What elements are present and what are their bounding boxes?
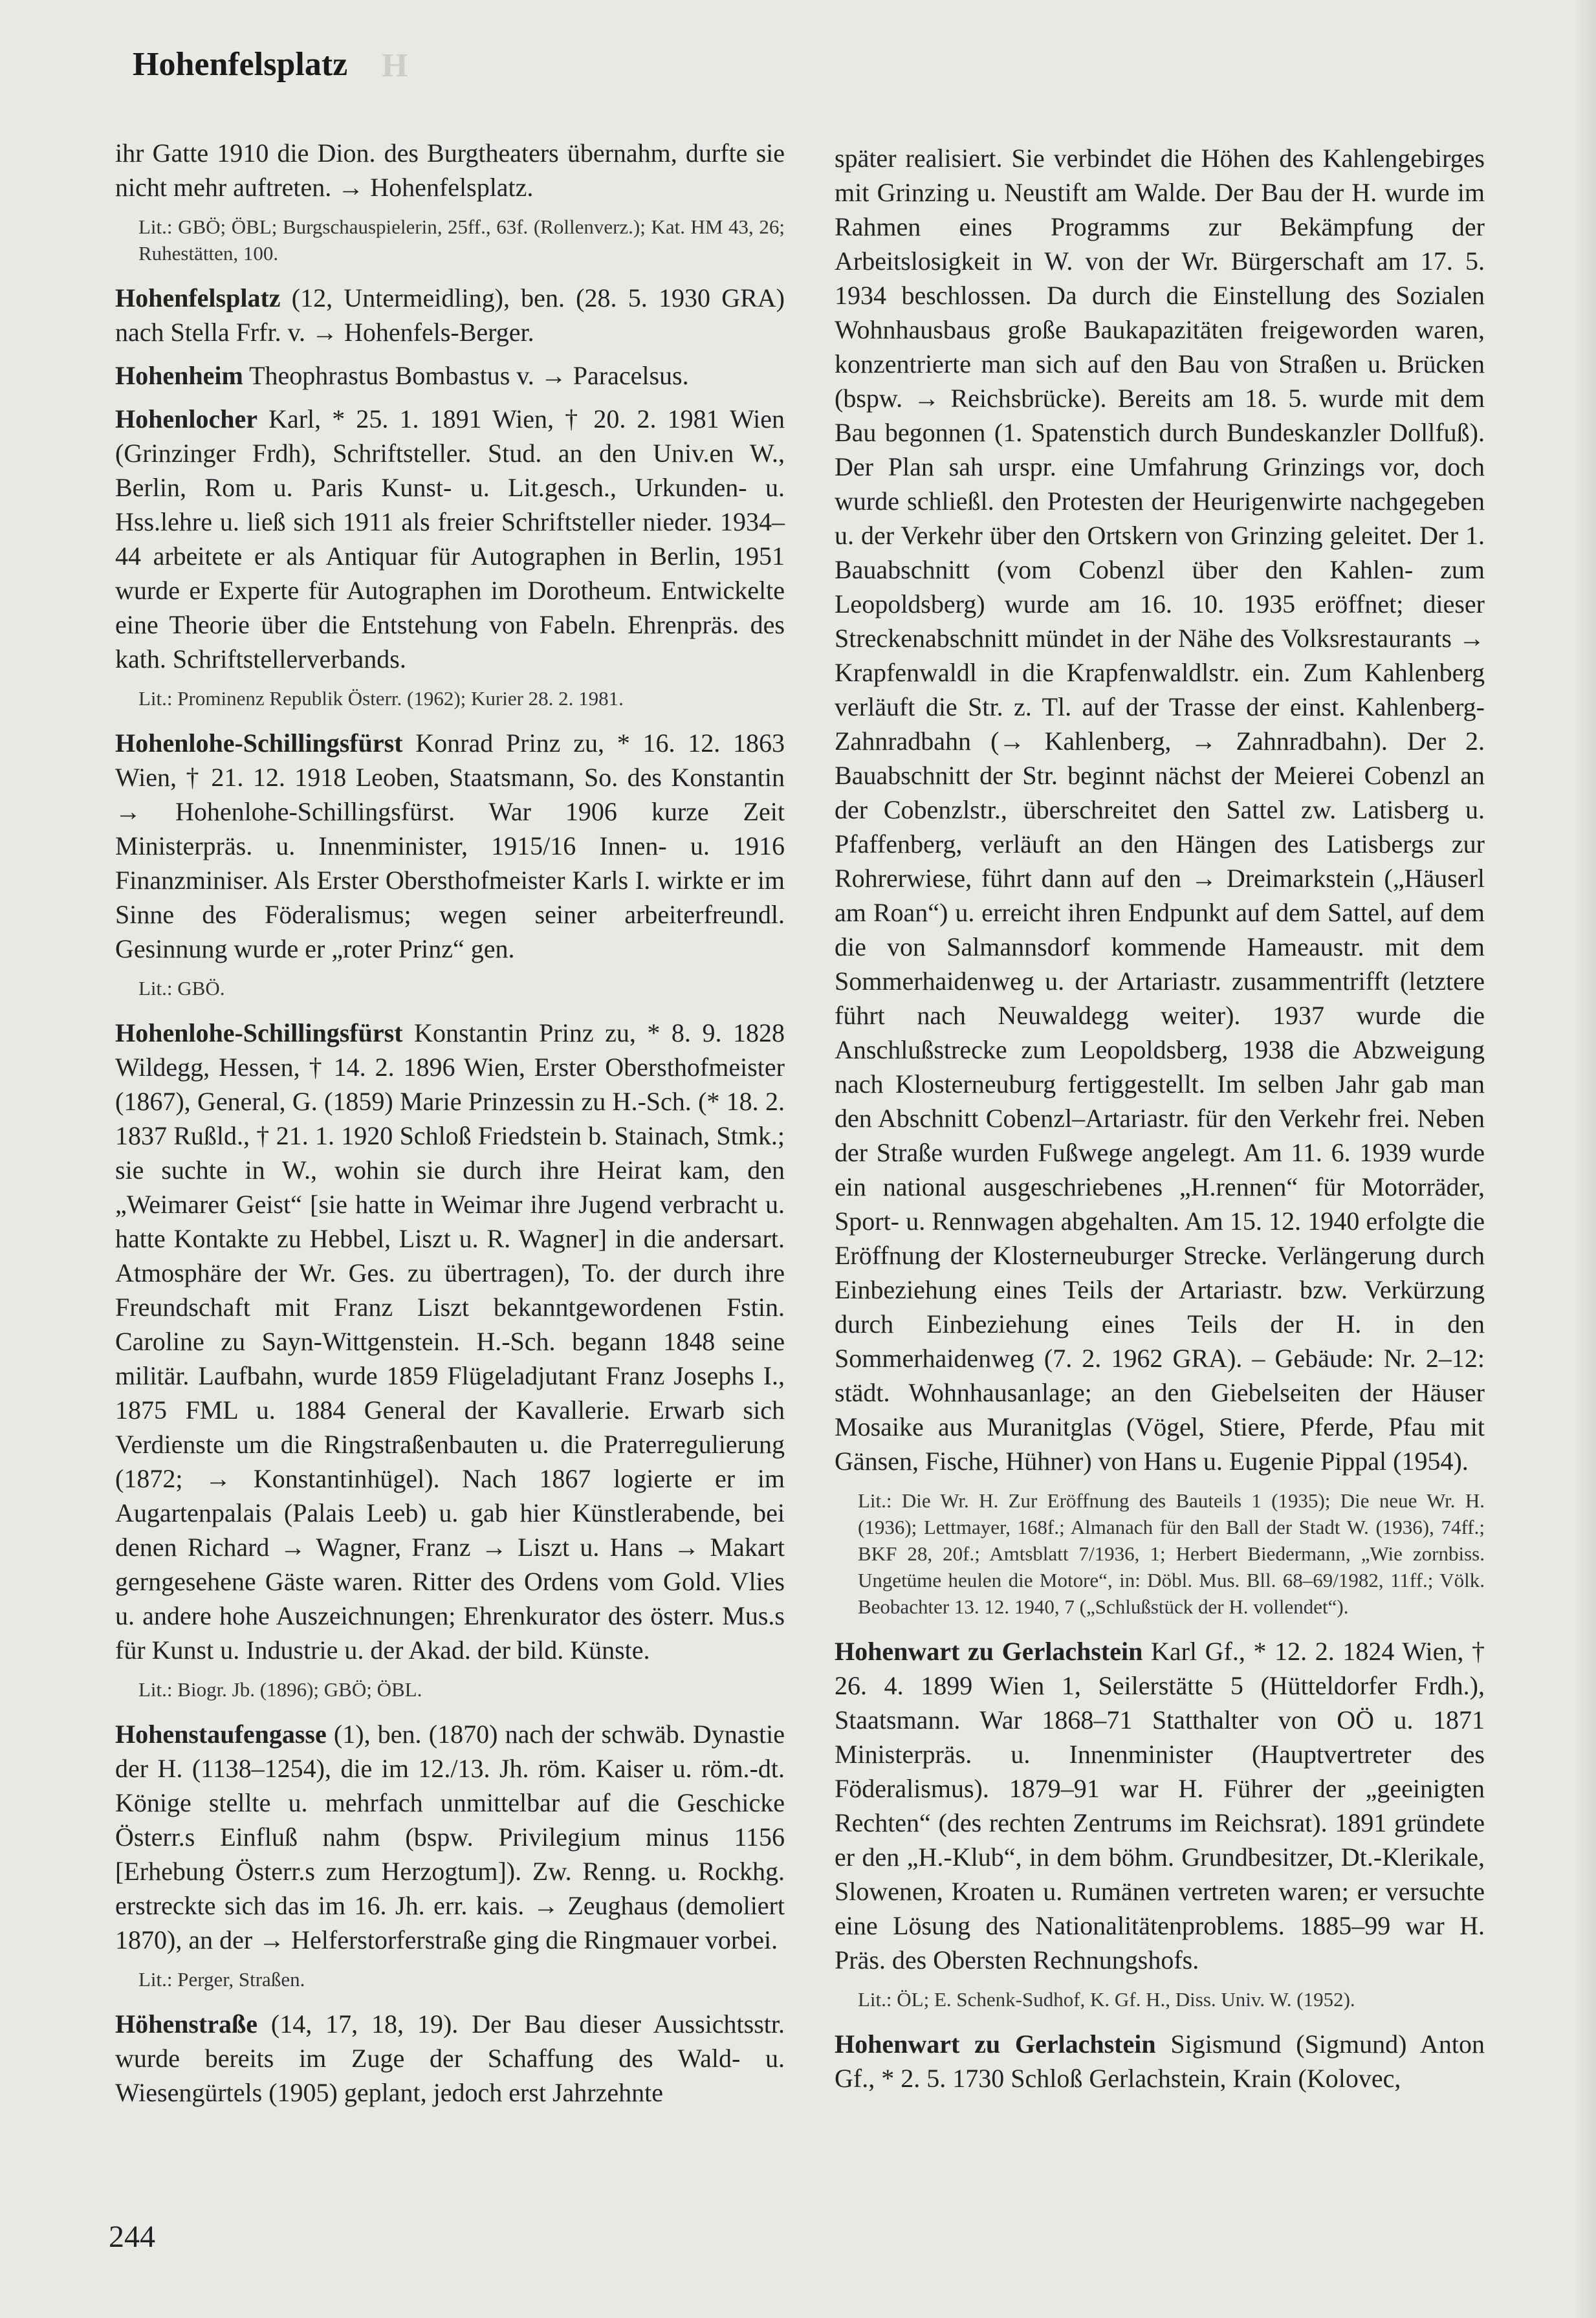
entry-text: (12, Untermeidling), ben. (28. 5. 1930 GRA) nach Stella Frfr. v. → Hohenfels-Berger. <box>115 283 785 347</box>
entry-lemma: Hohenfelsplatz <box>115 283 281 312</box>
entry-text: Sigismund (Sigmund) Anton Gf., * 2. 5. 1730 Schloß Gerlachstein, Krain (Kolovec, <box>835 2029 1485 2093</box>
dictionary-entry <box>115 2007 785 2110</box>
dictionary-entry <box>835 2027 1485 2095</box>
page-number: 244 <box>109 2220 155 2254</box>
entry-text: (14, 17, 18, 19). Der Bau dieser Aussichtsstr. wurde bereits im Zuge der Schaffung des Wald- u. Wiesengürtels (1905) geplant, jedoch erst Jahrzehnte <box>115 2009 785 2107</box>
right-column <box>835 141 1485 2105</box>
entry-text: Konstantin Prinz zu, * 8. 9. 1828 Wildegg, Hessen, † 14. 2. 1896 Wien, Erster Obersthofmeister (1867), General, G. (1859) Marie Prinzessin zu H.-Sch. (* 18. 2. 1837 Rußld., † 21. 1. 1920 Schloß Friedstein b. Stainach, Stmk.; sie suchte in W., wohin sie durch ihre Heirat kam, den „Weimarer Geist“ [sie hatte in Weimar ihre Jugend verbracht u. hatte Kontakte zu Hebbel, Liszt u. R. Wagner] in die andersart. Atmosphäre der Wr. Ges. zu übertragen), To. der durch ihre Freundschaft mit Franz Liszt bekanntgewordenen Fstin. Caroline zu Sayn-Wittgenstein. H.-Sch. begann 1848 seine militär. Laufbahn, wurde 1859 Flügeladjutant Franz Josephs I., 1875 FML u. 1884 General der Kavallerie. Erwarb sich Verdienste um die Ringstraßenbauten u. die Praterregulierung (1872; → Konstantinhügel). Nach 1867 logierte er im Augartenpalais (Palais Leeb) u. gab hier Künstlerabende, bei denen Richard → Wagner, Franz → Liszt u. Hans → Makart gerngesehene Gäste waren. Ritter des Ordens vom Gold. Vlies u. andere hohe Auszeichnungen; Ehrenkurator des österr. Mus.s für Kunst u. Industrie u. der Akad. der bild. Künste. <box>115 1018 785 1665</box>
dictionary-entry <box>115 1016 785 1667</box>
entry-text: Karl Gf., * 12. 2. 1824 Wien, † 26. 4. 1899 Wien 1, Seilerstätte 5 (Hütteldorfer Frdh.), Staatsmann. War 1868–71 Statthalter von OÖ u. 1871 Ministerpräs. u. Innenminister (Hauptvertreter des Föderalismus). 1879–91 war H. Führer der „geeinigten Rechten“ (des rechten Zentrums im Reichsrat). 1891 gründete er den „H.-Klub“, in dem böhm. Grundbesitzer, Dt.-Klerikale, Slowenen, Kroaten u. Rumänen vertreten waren; er versuchte eine Lösung des Nationalitätenproblems. 1885–99 war H. Präs. des Obersten Rechnungshofs. <box>835 1637 1485 1974</box>
entry-literature: Lit.: GBÖ; ÖBL; Burgschauspielerin, 25ff., 63f. (Rollenverz.); Kat. HM 43, 26; Ruhestätten, 100. <box>138 215 785 265</box>
entry-text: Konrad Prinz zu, * 16. 12. 1863 Wien, † 21. 12. 1918 Leoben, Staatsmann, So. des Konstantin → Hohenlohe-Schillingsfürst. War 1906 kurze Zeit Ministerpräs. u. Innenminister, 1915/16 Innen- u. 1916 Finanzminiser. Als Erster Obersthofmeister Karls I. wirkte er im Sinne des Föderalismus; wegen seiner arbeiterfreundl. Gesinnung wurde er „roter Prinz“ gen. <box>115 728 785 963</box>
dictionary-entry <box>115 136 785 204</box>
entry-literature: Lit.: ÖL; E. Schenk-Sudhof, K. Gf. H., Diss. Univ. W. (1952). <box>858 1988 1355 2011</box>
entry-literature: Lit.: Biogr. Jb. (1896); GBÖ; ÖBL. <box>138 1678 422 1701</box>
left-column <box>115 136 785 2119</box>
entry-text: Theophrastus Bombastus v. → Paracelsus. <box>243 361 689 390</box>
entry-literature: Lit.: GBÖ. <box>138 977 225 1000</box>
entry-lemma: Hohenwart zu Gerlachstein <box>835 1637 1143 1666</box>
entry-lemma: Hohenstaufengasse <box>115 1720 327 1749</box>
dictionary-entry <box>835 1634 1485 1977</box>
entry-lemma: Hohenlohe-Schillingsfürst <box>115 1018 403 1047</box>
dictionary-entry <box>115 358 785 393</box>
entry-literature: Lit.: Perger, Straßen. <box>138 1968 305 1991</box>
entry-lemma: Hohenlocher <box>115 404 257 433</box>
page-header-title: Hohenfelsplatz <box>133 46 348 83</box>
dictionary-entry <box>115 281 785 349</box>
page-edge-shadow <box>1573 0 1596 2318</box>
dictionary-entry <box>115 726 785 966</box>
entry-lemma: Hohenwart zu Gerlachstein <box>835 2029 1156 2059</box>
entry-text: ihr Gatte 1910 die Dion. des Burgtheaters übernahm, durfte sie nicht mehr auftreten. → Hohenfelsplatz. <box>115 138 785 202</box>
show-through-letter: H <box>382 47 408 84</box>
entry-literature: Lit.: Die Wr. H. Zur Eröffnung des Bauteils 1 (1935); Die neue Wr. H. (1936); Lettmayer, 168f.; Almanach für den Ball der Stadt W. (1936), 74ff.; BKF 28, 20f.; Amtsblatt 7/1936, 1; Herbert Biedermann, „Wie zornbiss. Ungetüme heulen die Motore“, in: Döbl. Mus. Bll. 68–69/1982, 11ff.; Völk. Beobachter 13. 12. 1940, 7 („Schlußstück der H. vollendet“). <box>858 1489 1485 1618</box>
dictionary-entry <box>115 402 785 676</box>
entry-literature: Lit.: Prominenz Republik Österr. (1962); Kurier 28. 2. 1981. <box>138 687 624 710</box>
dictionary-entry <box>115 1717 785 1957</box>
entry-text: später realisiert. Sie verbindet die Höhen des Kahlengebirges mit Grinzing u. Neustift am Walde. Der Bau der H. wurde im Rahmen eines Programms zur Bekämpfung der Arbeitslosigkeit in W. von der Wr. Bürgerschaft am 17. 5. 1934 beschlossen. Da durch die Einstellung des Sozialen Wohnhausbaus große Baukapazitäten freigeworden waren, konzentrierte man sich auf den Bau von Straßen u. Brücken (bspw. → Reichsbrücke). Bereits am 18. 5. wurde mit dem Bau begonnen (1. Spatenstich durch Bundeskanzler Dollfuß). Der Plan sah urspr. eine Umfahrung Grinzings vor, doch wurde schließl. den Protesten der Heurigenwirte nachgegeben u. der Verkehr über den Ortskern von Grinzing geleitet. Der 1. Bauabschnitt (vom Cobenzl über den Kahlen- zum Leopoldsberg) wurde am 16. 10. 1935 eröffnet; dieser Streckenabschnitt mündet in der Nähe des Volksrestaurants → Krapfenwaldl in die Krapfenwaldlstr. ein. Zum Kahlenberg verläuft die Str. z. Tl. auf der Trasse der einst. Kahlenberg-Zahnradbahn (→ Kahlenberg, → Zahnradbahn). Der 2. Bauabschnitt der Str. beginnt nächst der Meierei Cobenzl an der Cobenzlstr., überschreitet den Sattel zw. Latisberg u. Pfaffenberg, verläuft an den Hängen des Latisbergs zur Rohrerwiese, führt dann auf den → Dreimarkstein („Häuserl am Roan“) u. erreicht ihren Endpunkt auf dem Sattel, auf dem die von Salmannsdorf kommende Hameaustr. mit dem Sommerhaidenweg u. der Artariastr. zusammentrifft (letztere führt nach Neuwaldegg weiter). 1937 wurde die Anschlußstrecke zum Leopoldsberg, 1938 die Abzweigung nach Klosterneuburg fertiggestellt. Im selben Jahr gab man den Abschnitt Cobenzl–Artariastr. für den Verkehr frei. Neben der Straße wurden Fußwege angelegt. Am 11. 6. 1939 wurde ein national ausgeschriebenes „H.rennen“ für Motorräder, Sport- u. Rennwagen abgehalten. Am 15. 12. 1940 erfolgte die Eröffnung der Klosterneuburger Strecke. Verlängerung durch Einbeziehung eines Teils der Artariastr. bzw. Verkürzung durch Einbeziehung eines Teils der H. in den Sommerhaidenweg (7. 2. 1962 GRA). – Gebäude: Nr. 2–12: städt. Wohnhausanlage; an den Giebelseiten der Häuser Mosaike aus Muranitglas (Vögel, Stiere, Pferde, Pfau mit Gänsen, Fische, Hühner) von Hans u. Eugenie Pippal (1954). <box>835 144 1485 1476</box>
entry-text: Karl, * 25. 1. 1891 Wien, † 20. 2. 1981 Wien (Grinzinger Frdh), Schriftsteller. Stud. an den Univ.en W., Berlin, Rom u. Paris Kunst- u. Lit.gesch., Urkunden- u. Hss.lehre u. ließ sich 1911 als freier Schriftsteller nieder. 1934–44 arbeitete er als Antiquar für Autographen in Berlin, 1951 wurde er Experte für Autographen im Dorotheum. Entwickelte eine Theorie über die Entstehung von Fabeln. Ehrenpräs. des kath. Schriftstellerverbands. <box>115 404 785 673</box>
entry-lemma: Höhenstraße <box>115 2009 257 2039</box>
entry-text: (1), ben. (1870) nach der schwäb. Dynastie der H. (1138–1254), die im 12./13. Jh. röm. Kaiser u. röm.-dt. Könige stellte u. mehrfach unmittelbar auf die Geschicke Österr.s Einfluß nahm (bspw. Privilegium minus 1156 [Erhebung Österr.s zum Herzogtum]). Zw. Renng. u. Rockhg. erstreckte sich das im 16. Jh. err. kais. → Zeughaus (demoliert 1870), an der → Helferstorferstraße ging die Ringmauer vorbei. <box>115 1720 785 1954</box>
entry-lemma: Hohenlohe-Schillingsfürst <box>115 728 403 758</box>
dictionary-entry <box>835 141 1485 1478</box>
entry-lemma: Hohenheim <box>115 361 243 390</box>
